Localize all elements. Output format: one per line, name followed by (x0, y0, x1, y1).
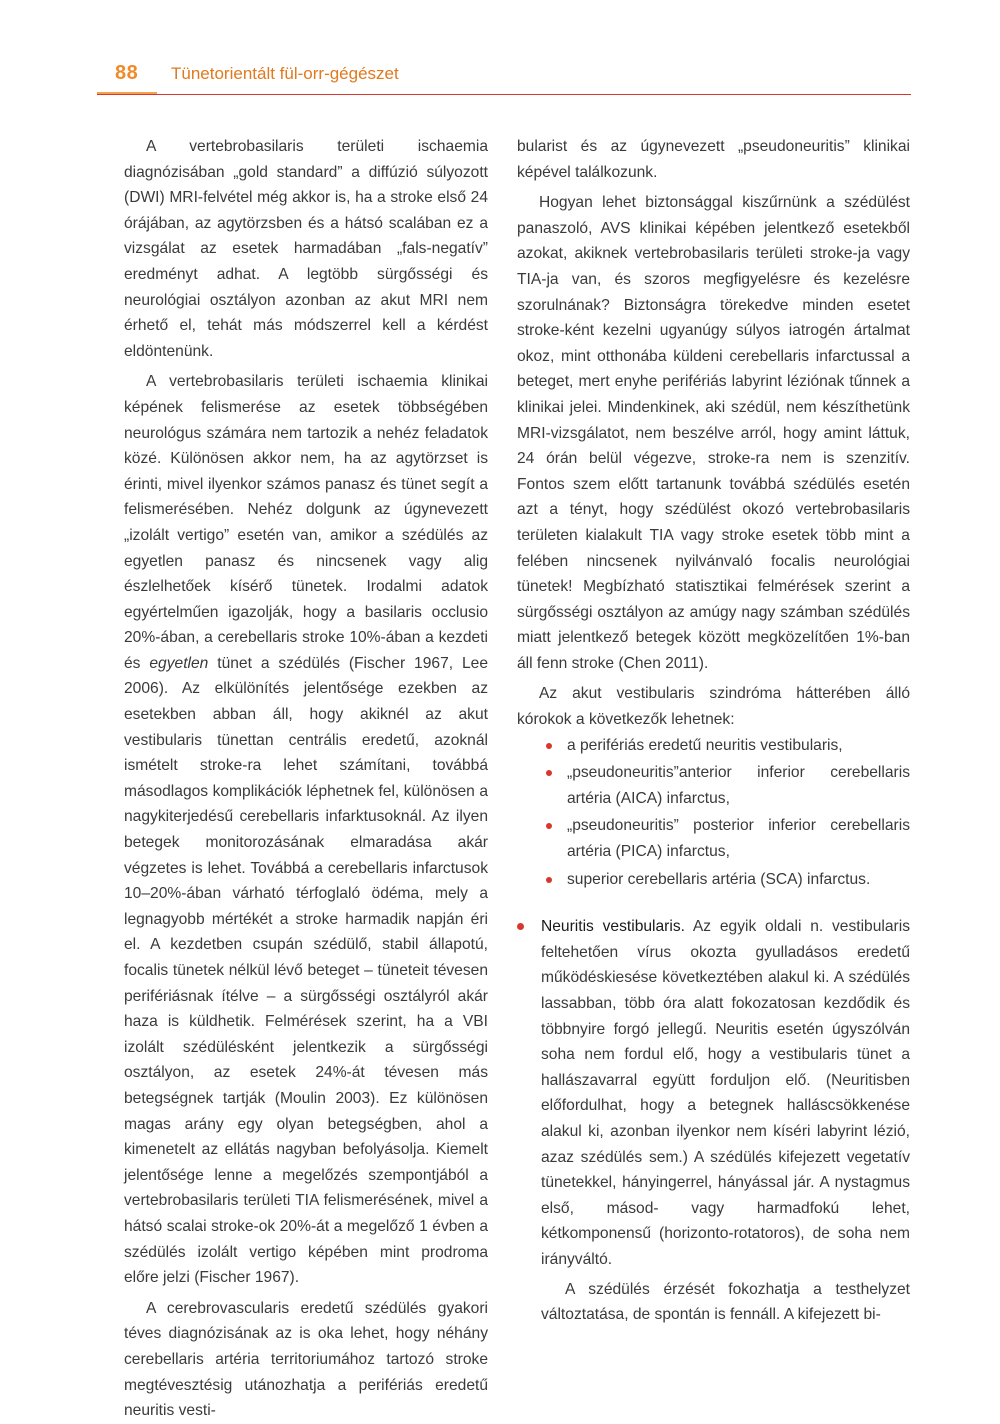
list-item: „pseudoneuritis” posterior inferior cerebellaris artéria (PICA) infarctus, (537, 813, 910, 864)
paragraph: bularist és az úgynevezett „pseudoneuritis” klinikai képével találkozunk. (517, 138, 910, 181)
running-title: Tünetorientált fül-orr-gégészet (171, 64, 399, 83)
neuritis-section (517, 914, 910, 1328)
list-item: superior cerebellaris artéria (SCA) infarctus. (537, 867, 910, 893)
section-bullet (517, 923, 524, 930)
paragraph: A szédülés érzését fokozhatja a testhelyzet változtatása, de spontán is fennáll. A kifejezett bi- (541, 1280, 910, 1324)
paragraph: A cerebrovascularis eredetű szédülés gyakori téves diagnózisának az is oka lehet, hogy néhány cerebellaris artéria territoriumához tartozó stroke megtévesztésig utánozhatja a perifériás eredetű neuritis vesti- (124, 1299, 488, 1420)
paragraph: Az akut vestibularis szindróma hátterében álló kórokok a következők lehetnek: (517, 685, 910, 729)
paragraph: A vertebrobasilaris területi ischaemia diagnózisában „gold standard” a diffúzió súlyozott (DWI) MRI-felvétel még akkor is, ha a stroke első 24 órájában, az agytörzsben és a hátsó scalában ez a vizsgálat az esetek harmadában „fals-negatív” eredményt adhat. A legtöbb sürgősségi és neurológiai osztályon azonban az akut MRI nem érhető el, tehát más módszerrel kell a kérdést eldöntenünk. (124, 138, 488, 360)
header-rule (97, 94, 911, 95)
right-column (517, 134, 910, 1328)
cause-list (537, 733, 910, 893)
left-column (124, 134, 488, 1424)
emphasis-text: egyetlen (149, 654, 209, 672)
page-number: 88 (115, 62, 139, 84)
paragraph-text: Az egyik oldali n. vestibularis feltehetően vírus okozta gyulladásos eredetű működéskiesése következtében alakul ki. A szédülés lassabban, több óra alatt fokozatosan kezdődik és többnyire forgó jellegű. Neuritis esetén úgyszólván soha nem fordul elő, hogy a vestibularis tünet a hallászavarral együtt forduljon elő. (Neuritisben előfordulhat, hogy a betegnek halláscsökkenése alakul ki, azonban ilyenkor nem kíséri labyrint lézió, azaz szédülés sem.) A szédülés kifejezett vegetatív tünetekkel, hányingerrel, hányással jár. A nystagmus első, másod- vagy harmadfokú lehet, kétkomponensű (horizonto-rotatoros), de soha nem irányváltó. (541, 918, 910, 1268)
paragraph (541, 914, 910, 1272)
page-header (97, 58, 911, 96)
paragraph: Hogyan lehet biztonsággal kiszűrnünk a szédülést panaszoló, AVS klinikai képében jelentkező esetekből azokat, akiknek vertebrobasilaris területi stroke-ja vagy TIA-ja van, és szoros megfigyelésre és kezelésre szorulnának? Biztonságra törekedve minden esetet stroke-ként kezelni ugyanúgy súlyos iatrogén ártalmat okoz, mint otthonába küldeni cerebellaris infarctussal a beteget, mert enyhe perifériás labyrint léziónak tűnnek a klinikai jelei. Mindenkinek, aki szédül, nem készíthetünk MRI-vizsgálatot, nem beszélve arról, hogy amint láttuk, 24 órán belül végezve, stroke-ra nem is szenzitív. Fontos szem előtt tartanunk továbbá szédülés esetén azt a tényt, hogy szédülést okozó vertebrobasilaris területen kialakult TIA vagy stroke esetek több mint a felében nincsenek nyilvánvaló focalis neurológiai tünetek! Megbízható statisztikai felmérések szerint a sürgősségi osztályon az amúgy nagy számban szédülés miatt jelentkező betegek között megközelítően 1%-ban áll fenn stroke (Chen 2011). (517, 194, 910, 672)
section-heading: Neuritis vestibularis. (541, 918, 685, 936)
list-item: a perifériás eredetű neuritis vestibularis, (537, 733, 910, 759)
paragraph (124, 369, 488, 1290)
paragraph-text: tünet a szédülés (Fischer 1967, Lee 2006). Az elkülönítés jelentősége ezekben az esetekben abban áll, hogy akiknél az akut vestibularis tünettan centrális eredetű, azoknál ismételt stroke-ra lehet számítani, továbbá másodlagos komplikációk léphetnek fel, különösen a nagykiterjedésű cerebellaris infarktusoknál. Az ilyen betegek monitorozásának elmaradása akár végzetes is lehet. Továbbá a cerebellaris infarctusok 10–20%-ában várható térfoglaló ödéma, mely a legnagyobb mértékét a stroke harmadik napján éri el. A kezdetben csupán szédülő, stabil állapotú, focalis tünetek nélkül lévő beteget – tüneteit tévesen perifériásnak ítélve – a sürgősségi osztályról akár haza is küldhetik. Felmérések szerint, ha a VBI izolált szédülésként jelentkezik a sürgősségi osztályon, az esetek 24%-át tévesen más betegségnek tartják (Moulin 2003). Ez különösen magas arány egy olyan betegségben, ahol a kimenetelt az ellátás nagyban befolyásolja. Kiemelt jelentősége lenne a megelőzés szempontjából a vertebrobasilaris területi TIA felismerésének, mivel a hátsó scalai stroke-ok 20%-át a megelőző 1 évben a szédülés izolált vertigo képében mint prodroma előre jelzi (Fischer 1967). (124, 654, 488, 1287)
list-item: „pseudoneuritis”anterior inferior cerebellaris artéria (AICA) infarctus, (537, 760, 910, 811)
paragraph-text: A vertebrobasilaris területi ischaemia klinikai képének felismerése az esetek többségében neurológus számára nem tartozik a nehéz feladatok közé. Különösen akkor nem, ha az agytörzset is érinti, mivel ilyenkor számos panasz és tünet segít a felismerésében. Nehéz dolgunk az úgynevezett „izolált vertigo” esetén van, amikor a szédülés az egyetlen panasz és nincsenek vagy alig észlelhetőek kísérő tünetek. Irodalmi adatok egyértelműen igazolják, hogy a basilaris occlusio 20%-ában, a cerebellaris stroke 10%-ában a kezdeti és (124, 373, 488, 672)
